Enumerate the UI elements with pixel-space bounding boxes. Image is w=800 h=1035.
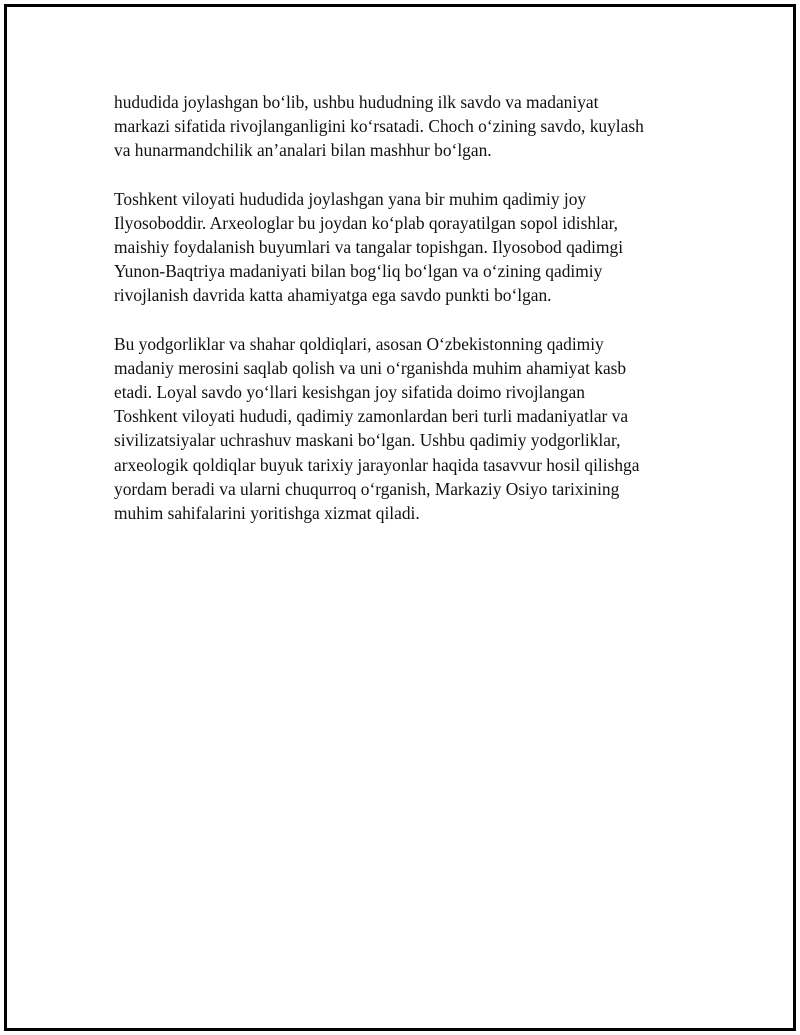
paragraph-choch: hududida joylashgan bo‘lib, ushbu hududning ilk savdo va madaniyat markazi sifatida rivojlanganligini ko‘rsatadi. Choch o‘zining savdo, kuylash va hunarmandchilik an’analari bilan mashhur bo‘lgan. <box>114 92 644 161</box>
paragraph-heritage: Bu yodgorliklar va shahar qoldiqlari, asosan O‘zbekistonning qadimiy madaniy merosini saqlab qolish va uni o‘rganishda muhim ahamiyat kasb etadi. Loyal savdo yo‘llari kesishgan joy sifatida doimo rivojlangan Toshkent viloyati hududi, qadimiy zamonlardan beri turli madaniyatlar va sivilizatsiyalar uchrashuv maskani bo‘lgan. Ushbu qadimiy yodgorliklar, arxeologik qoldiqlar buyuk tarixiy jarayonlar haqida tasavvur hosil qilishga yordam beradi va ularni chuqurroq o‘rganish, Markaziy Osiyo tarixining muhim sahifalarini yoritishga xizmat qiladi. <box>114 333 640 524</box>
document-body <box>114 90 704 549</box>
paragraph-ilyosobod: Toshkent viloyati hududida joylashgan yana bir muhim qadimiy joy Ilyosoboddir. Arxeologlar bu joydan ko‘plab qorayatilgan sopol idishlar, maishiy foydalanish buyumlari va tangalar topishgan. Ilyosobod qadimgi Yunon-Baqtriya madaniyati bilan bog‘liq bo‘lgan va o‘zining qadimiy rivojlanish davrida katta ahamiyatga ega savdo punkti bo‘lgan. <box>114 188 624 306</box>
